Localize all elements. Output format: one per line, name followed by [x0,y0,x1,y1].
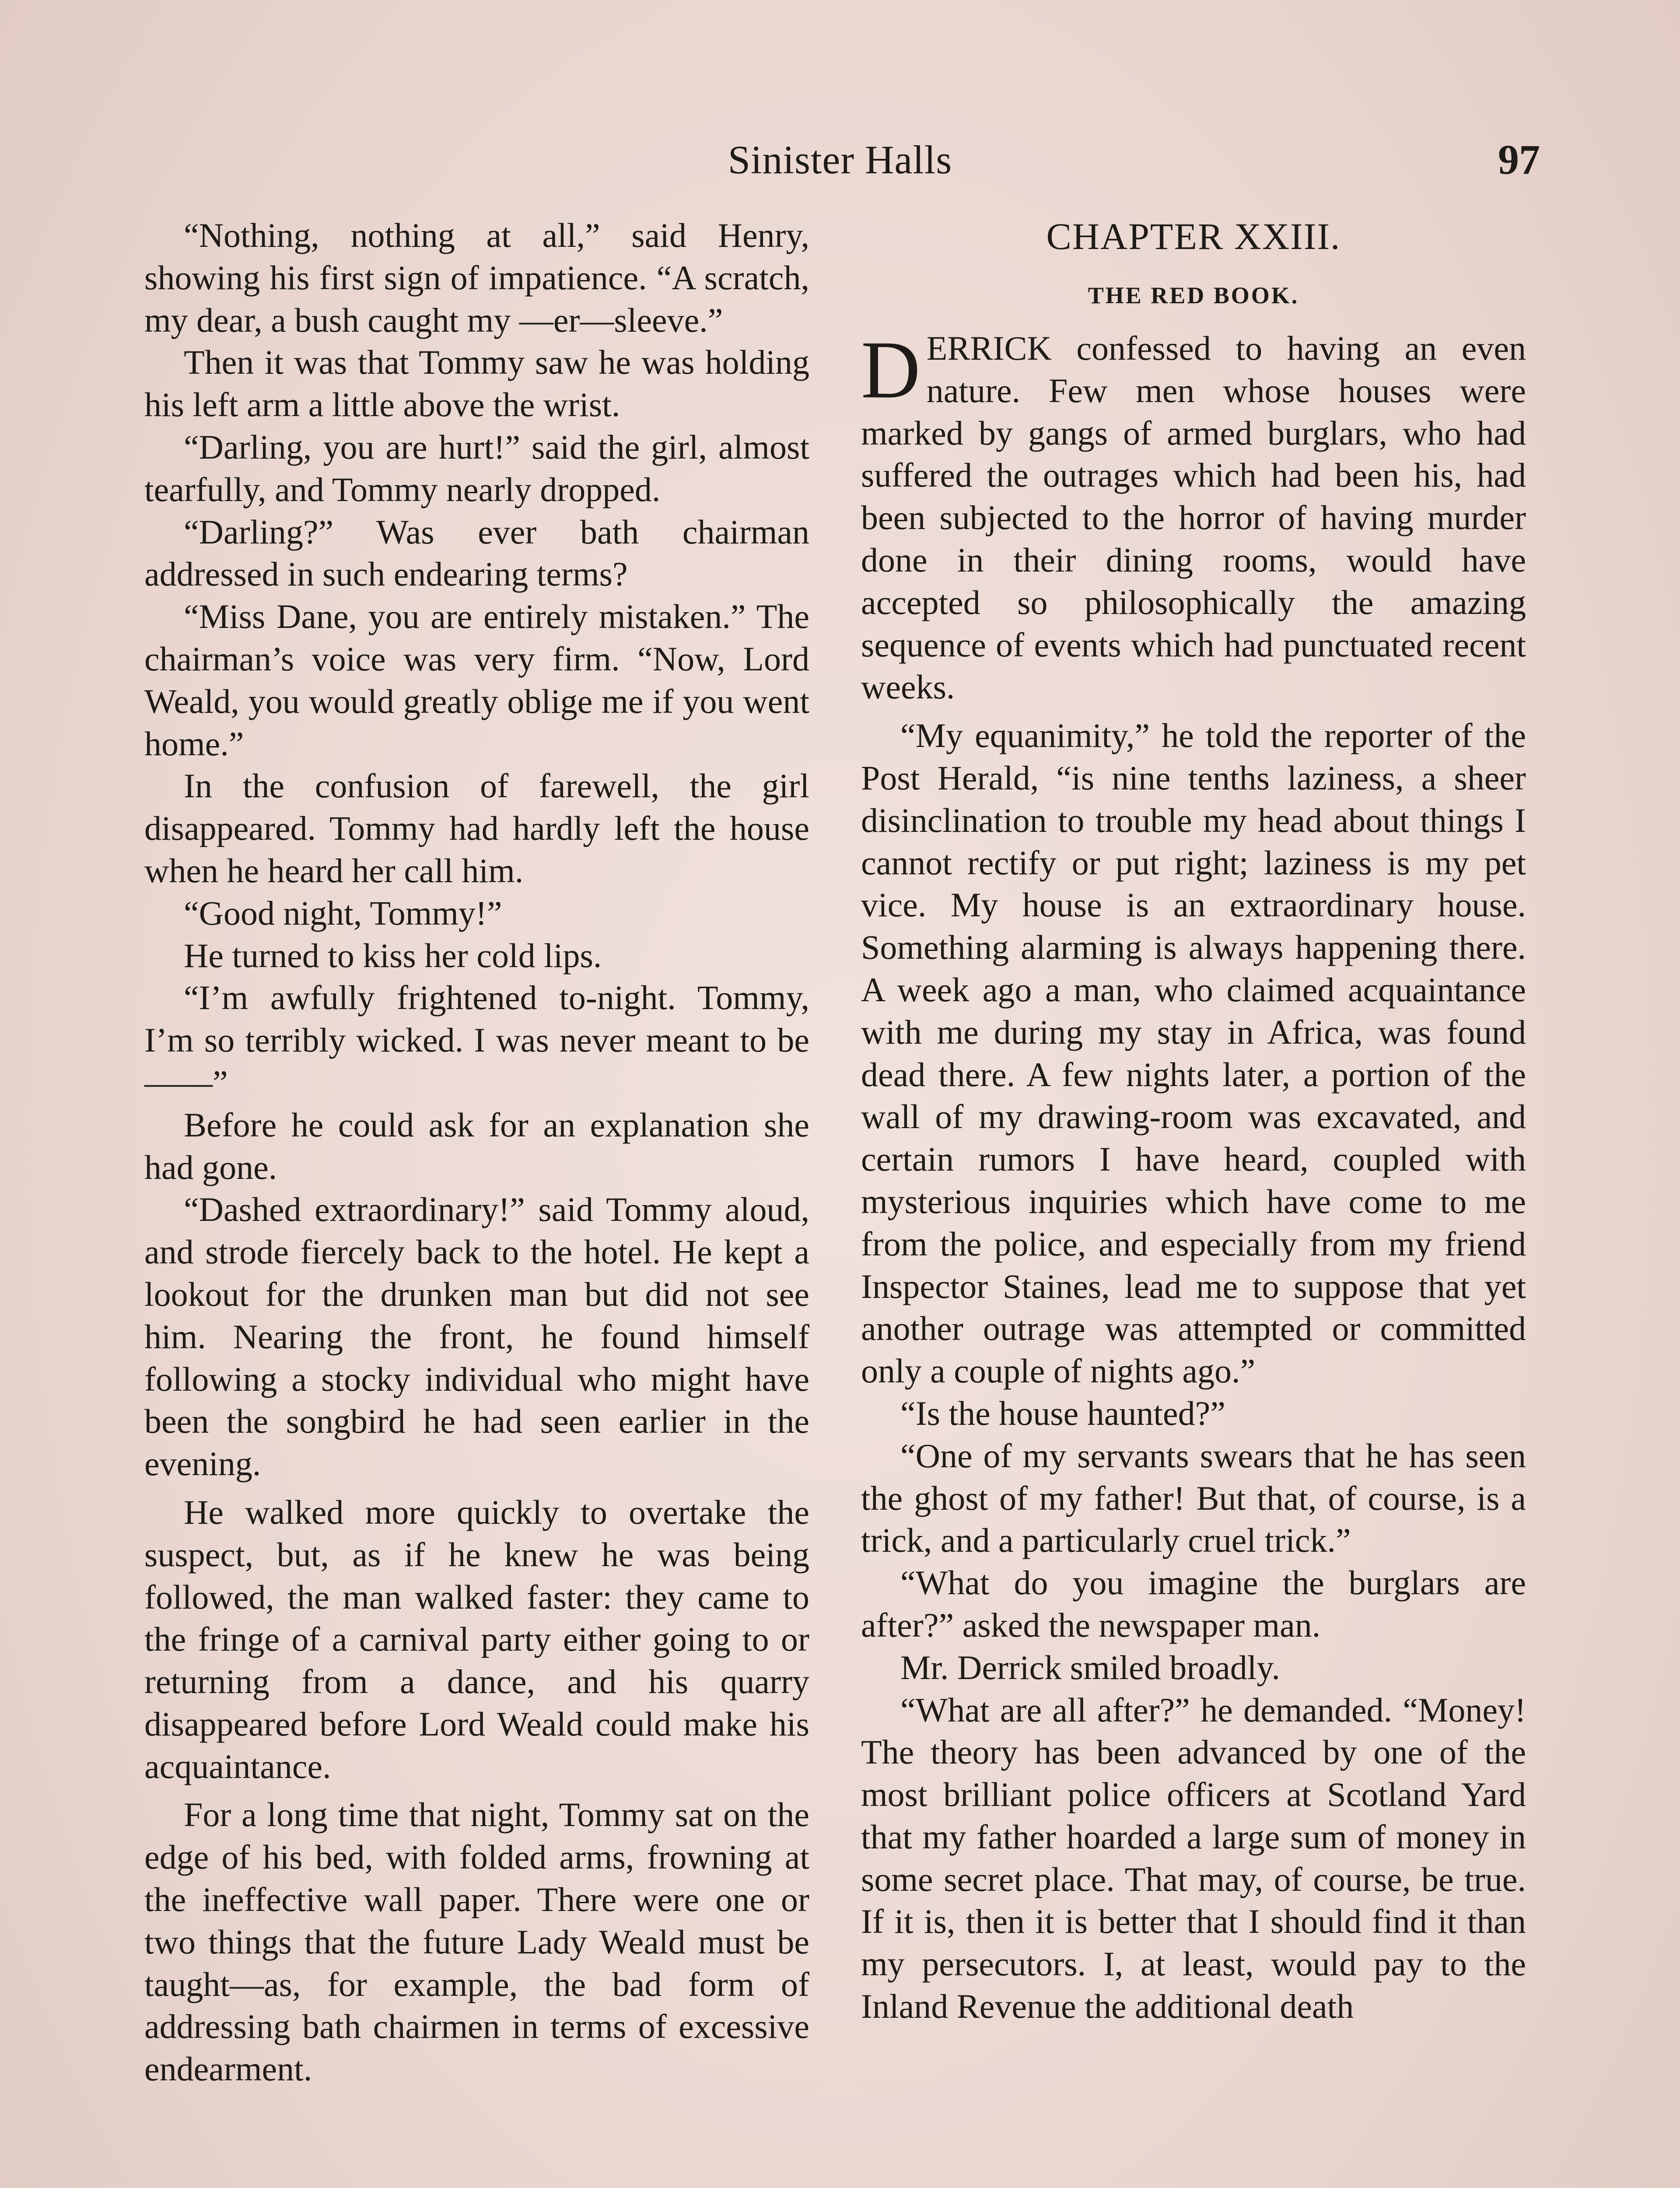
paragraph: Before he could ask for an explanation she had gone. [144,1105,809,1186]
right-column [861,214,1526,2028]
paragraph: Mr. Derrick smiled broadly. [900,1648,1280,1687]
chapter-title: CHAPTER XXIII. [1046,215,1341,257]
paragraph: “Darling?” Was ever bath chairman addressed in such endearing terms? [144,512,809,593]
opening-paragraph [861,324,1526,708]
paragraph: For a long time that night, Tommy sat on the edge of his bed, with folded arms, frowning at the ineffective wall paper. There were one or two things that the future Lady Weald must be taught—as, for example, the bad form of addressing bath chairmen in terms of excessive endearment. [144,1795,809,2088]
paragraph: “Dashed extraordinary!” said Tommy aloud, and strode fiercely back to the hotel. He kept a lookout for the drunken man but did not see him. Nearing the front, he found himself following a stocky individual who might have been the songbird he had seen earlier in the evening. [144,1190,809,1483]
left-column [144,214,809,2090]
paragraph: “What do you imagine the burglars are after?” asked the newspaper man. [861,1564,1526,1644]
paragraph: “Nothing, nothing at all,” said Henry, showing his first sign of impatience. “A scratch, my dear, a bush caught my —er—sleeve.” [144,216,809,339]
paragraph: “What are all after?” he demanded. “Money! The theory has been advanced by one of the most brilliant police officers at Scotland Yard that my father hoarded a large sum of money in some secret place. That may, of course, be true. If it is, then it is better that I should find it than my persecutors. I, at least, would pay to the Inland Revenue the additional death [861,1690,1526,2026]
paragraph: He walked more quickly to overtake the suspect, but, as if he knew he was being followed, the man walked faster: they came to the fringe of a carnival party either going to or returning from a dance, and his quarry disappeared before Lord Weald could make his acquaintance. [144,1493,809,1785]
opening-paragraph-text: ERRICK confessed to having an even nature. Few men whose houses were marked by gangs of armed burglars, who had suffered the outrages which had been his, had been subjected to the horror of having murder done in their dining rooms, would have accepted so philosophically the amazing sequence of events which had punctuated recent weeks. [861,329,1526,706]
page-number: 97 [1498,136,1540,183]
drop-cap: D [861,324,920,415]
section-title: THE RED BOOK. [1088,282,1299,309]
paragraph: “I’m awfully frightened to-night. Tommy, I’m so terribly wicked. I was never meant to be——” [144,978,809,1101]
running-head: Sinister Halls [728,137,952,182]
paragraph: “Is the house haunted?” [900,1394,1225,1432]
paragraph: In the confusion of farewell, the girl disappeared. Tommy had hardly left the house when he heard her call him. [144,767,809,890]
paragraph: He turned to kiss her cold lips. [184,936,602,975]
paragraph: Then it was that Tommy saw he was holding his left arm a little above the wrist. [144,343,809,424]
paragraph: “Darling, you are hurt!” said the girl, almost tearfully, and Tommy nearly dropped. [144,428,809,508]
paragraph: “One of my servants swears that he has seen the ghost of my father! But that, of course, is a trick, and a particularly cruel trick.” [861,1436,1526,1560]
paragraph: “Good night, Tommy!” [184,894,502,932]
paragraph: “My equanimity,” he told the reporter of the Post Herald, “is nine tenths laziness, a sheer disinclination to trouble my head about things I cannot rectify or put right; laziness is my pet vice. My house is an extraordinary house. Something alarming is always happening there. A week ago a man, who claimed acquaintance with me during my stay in Africa, was found dead there. A few nights later, a portion of the wall of my drawing-room was excavated, and certain rumors I have heard, coupled with mysterious inquiries which have come to me from the police, and especially from my friend Inspector Staines, lead me to suppose that yet another outrage was attempted or committed only a couple of nights ago.” [861,716,1526,1390]
paragraph: “Miss Dane, you are entirely mistaken.” The chairman’s voice was very firm. “Now, Lord Weald, you would greatly oblige me if you went home.” [144,597,809,763]
page-header [140,127,1540,193]
